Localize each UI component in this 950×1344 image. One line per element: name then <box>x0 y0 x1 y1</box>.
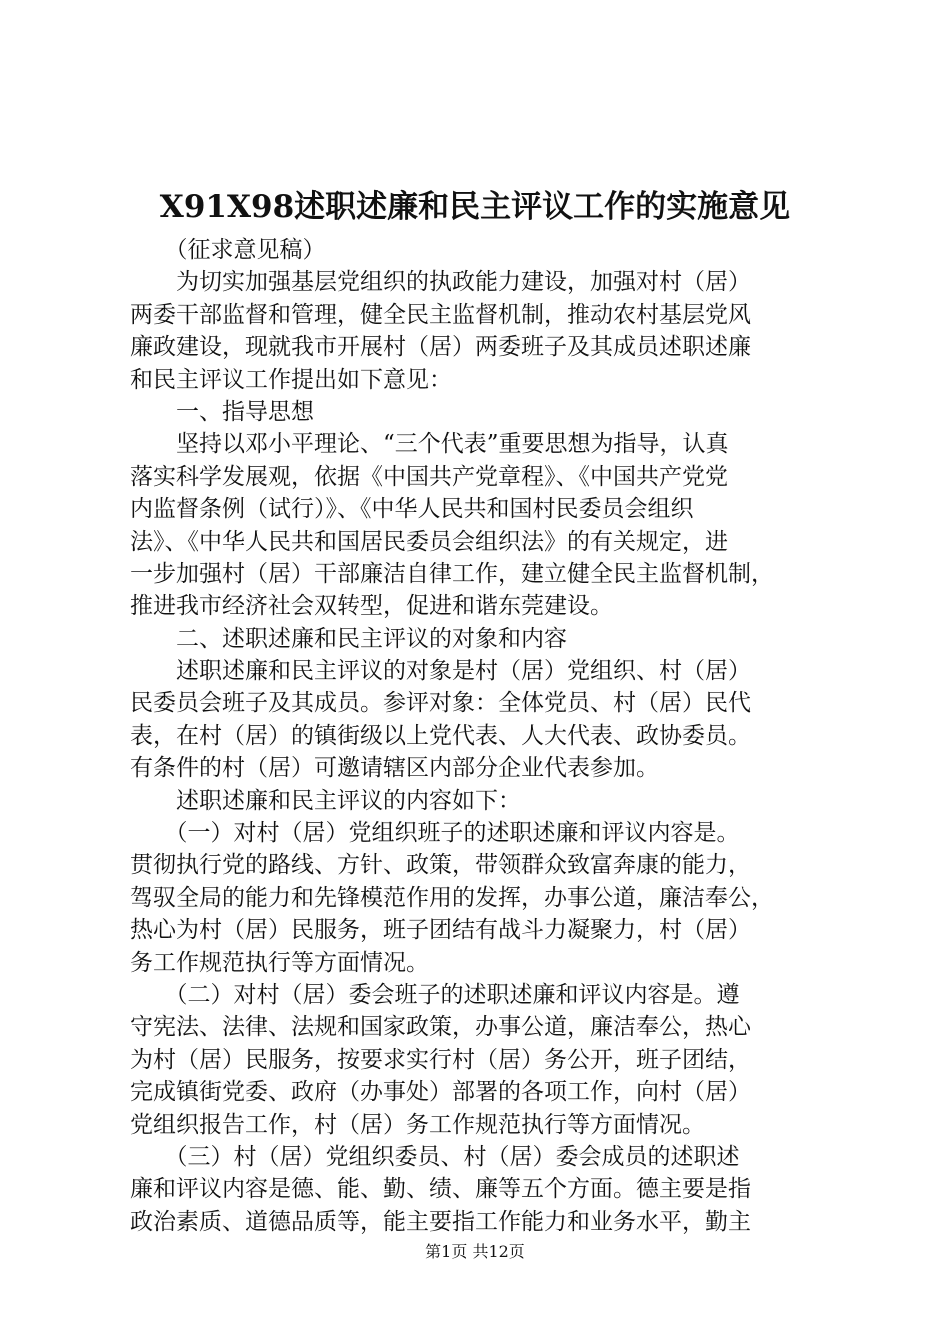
body-line: 为村（居）民服务，按要求实行村（居）务公开，班子团结， <box>130 1046 751 1073</box>
body-line: 为切实加强基层党组织的执政能力建设，加强对村（居） <box>130 269 751 296</box>
body-line: 廉和评议内容是德、能、勤、绩、廉等五个方面。德主要是指 <box>130 1176 751 1203</box>
body-line: 内监督条例（试行）》、《中华人民共和国村民委员会组织 <box>130 496 694 523</box>
body-line: 和民主评议工作提出如下意见： <box>130 366 452 393</box>
body-line: 坚持以邓小平理论、“三个代表”重要思想为指导，认真 <box>130 431 729 458</box>
body-line: 两委干部监督和管理，健全民主监督机制，推动农村基层党风 <box>130 301 751 328</box>
document-body <box>130 234 830 1238</box>
body-line: 热心为村（居）民服务，班子团结有战斗力凝聚力，村（居） <box>130 917 751 944</box>
body-line: 述职述廉和民主评议的对象是村（居）党组织、村（居） <box>130 658 751 685</box>
body-line: （二）对村（居）委会班子的述职述廉和评议内容是。遵 <box>130 981 740 1008</box>
body-line: 推进我市经济社会双转型，促进和谐东莞建设。 <box>130 593 613 620</box>
body-line: （三）村（居）党组织委员、村（居）委会成员的述职述 <box>130 1143 740 1170</box>
page-number-footer: 第1页 共12页 <box>425 1242 525 1261</box>
body-line: 廉政建设，现就我市开展村（居）两委班子及其成员述职述廉 <box>130 334 751 361</box>
body-line: 完成镇街党委、政府（办事处）部署的各项工作，向村（居） <box>130 1079 751 1106</box>
body-line: 政治素质、道德品质等，能主要指工作能力和业务水平，勤主 <box>130 1208 751 1235</box>
body-line: 述职述廉和民主评议的内容如下： <box>130 787 521 814</box>
body-line: 驾驭全局的能力和先锋模范作用的发挥，办事公道，廉洁奉公， <box>130 884 774 911</box>
body-line: 法》、《中华人民共和国居民委员会组织法》的有关规定，进 <box>130 528 728 555</box>
section-heading: 二、述职述廉和民主评议的对象和内容 <box>130 625 567 652</box>
document-title: X91X98述职述廉和民主评议工作的实施意见 <box>159 189 791 225</box>
body-line: （征求意见稿） <box>130 237 326 263</box>
body-line: 贯彻执行党的路线、方针、政策，带领群众致富奔康的能力， <box>130 852 751 879</box>
body-line: （一）对村（居）党组织班子的述职述廉和评议内容是。 <box>130 820 740 847</box>
body-line: 守宪法、法律、法规和国家政策，办事公道，廉洁奉公，热心 <box>130 1014 751 1041</box>
body-line: 表，在村（居）的镇街级以上党代表、人大代表、政协委员。 <box>130 722 751 749</box>
body-line: 民委员会班子及其成员。参评对象：全体党员、村（居）民代 <box>130 690 751 717</box>
body-line: 落实科学发展观，依据《中国共产党章程》、《中国共产党党 <box>130 463 728 490</box>
body-line: 一步加强村（居）干部廉洁自律工作，建立健全民主监督机制， <box>130 560 774 587</box>
body-line: 务工作规范执行等方面情况。 <box>130 949 429 976</box>
body-line: 党组织报告工作，村（居）务工作规范执行等方面情况。 <box>130 1111 705 1138</box>
section-heading: 一、指导思想 <box>130 398 314 425</box>
body-line: 有条件的村（居）可邀请辖区内部分企业代表参加。 <box>130 755 659 782</box>
